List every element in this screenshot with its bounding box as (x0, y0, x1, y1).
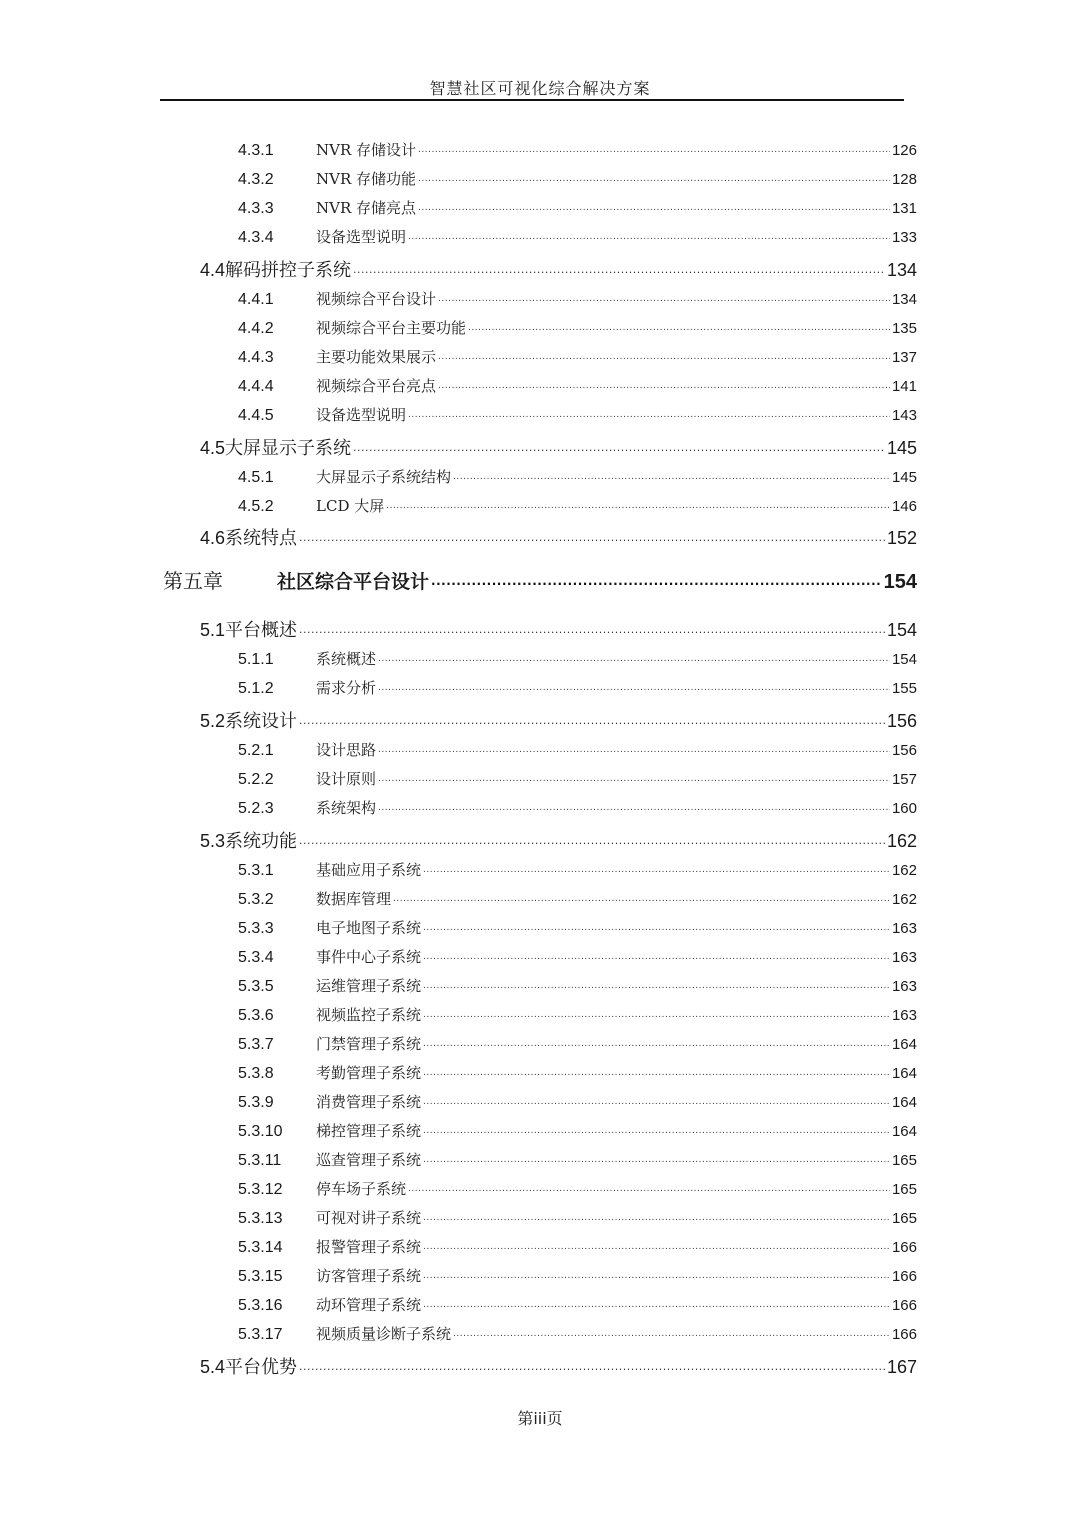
toc-dot-leader (418, 169, 890, 185)
toc-entry-page: 131 (891, 200, 917, 217)
toc-dot-leader (423, 1237, 890, 1253)
toc-entry-number: 5.3.11 (238, 1152, 282, 1169)
toc-entry[interactable] (200, 616, 917, 642)
toc-entry-title: 系统架构 (316, 799, 377, 817)
toc-entry[interactable] (238, 797, 917, 818)
toc-entry[interactable] (238, 677, 917, 698)
toc-entry[interactable] (238, 648, 917, 669)
toc-entry-title: 数据库管理 (316, 890, 392, 908)
toc-dot-leader (408, 1179, 890, 1195)
toc-dot-leader (438, 347, 890, 363)
toc-entry-title: 视频综合平台亮点 (316, 377, 437, 395)
toc-entry-title: 消费管理子系统 (316, 1093, 422, 1111)
toc-entry-page: 166 (891, 1239, 917, 1256)
toc-entry-number: 5.2.1 (238, 742, 274, 759)
toc-entry[interactable] (238, 859, 917, 880)
toc-entry-number: 4.5 (200, 438, 226, 458)
toc-dot-leader (378, 769, 890, 785)
toc-entry[interactable] (238, 139, 917, 160)
toc-entry[interactable] (238, 1033, 917, 1054)
toc-entry-title: NVR 存储功能 (316, 170, 417, 188)
toc-entry-number: 4.3.1 (238, 142, 274, 159)
toc-entry-title: 巡查管理子系统 (316, 1151, 422, 1169)
toc-entry-page: 164 (891, 1036, 917, 1053)
toc-dot-leader (423, 1295, 890, 1311)
toc-dot-leader (418, 140, 890, 156)
toc-entry-title: NVR 存储设计 (316, 141, 417, 159)
toc-entry-number: 4.4.5 (238, 407, 274, 424)
toc-entry-number: 5.3.12 (238, 1181, 283, 1198)
toc-entry-number: 5.1 (200, 620, 226, 640)
toc-entry-number: 4.4.1 (238, 291, 274, 308)
toc-entry-page: 165 (891, 1181, 917, 1198)
toc-entry-number: 5.2.3 (238, 800, 274, 817)
toc-entry-title: 报警管理子系统 (316, 1238, 422, 1256)
toc-entry-page: 164 (891, 1065, 917, 1082)
toc-entry-title: 大屏显示子系统结构 (316, 468, 452, 486)
toc-dot-leader (431, 568, 882, 588)
toc-entry-number: 5.3.8 (238, 1065, 274, 1082)
toc-entry[interactable] (238, 1120, 917, 1141)
toc-entry[interactable] (238, 466, 917, 487)
toc-entry-page: 133 (891, 229, 917, 246)
toc-dot-leader (453, 467, 890, 483)
toc-entry-page: 154 (886, 620, 917, 640)
toc-dot-leader (423, 1005, 890, 1021)
toc-entry-title: 平台优势 (225, 1357, 298, 1378)
toc-entry-page: 134 (891, 291, 917, 308)
toc-entry-title: 视频监控子系统 (316, 1006, 422, 1024)
toc-entry-number: 4.5.1 (238, 469, 274, 486)
toc-entry-page: 162 (891, 891, 917, 908)
toc-entry-title: 主要功能效果展示 (316, 348, 437, 366)
toc-dot-leader (378, 649, 890, 665)
toc-entry[interactable] (238, 288, 917, 309)
toc-dot-leader (353, 258, 885, 276)
toc-entry-page: 163 (891, 949, 917, 966)
toc-dot-leader (299, 1355, 885, 1373)
toc-dot-leader (468, 318, 890, 334)
toc-entry[interactable] (238, 226, 917, 247)
toc-entry-title: 访客管理子系统 (316, 1267, 422, 1285)
toc-entry-number: 5.1.2 (238, 680, 274, 697)
page-number-footer: 第iii页 (517, 1409, 563, 1428)
toc-entry-number: 5.2 (200, 711, 226, 731)
toc-dot-leader (423, 976, 890, 992)
toc-dot-leader (378, 740, 890, 756)
toc-entry-number: 5.2.2 (238, 771, 274, 788)
toc-dot-leader (299, 526, 885, 544)
toc-entry-page: 163 (891, 978, 917, 995)
toc-entry-number: 4.4.3 (238, 349, 274, 366)
toc-entry-number: 5.3.5 (238, 978, 274, 995)
toc-dot-leader (438, 289, 890, 305)
toc-entry[interactable] (200, 1353, 917, 1379)
toc-dot-leader (438, 376, 890, 392)
toc-entry-page: 166 (891, 1326, 917, 1343)
toc-dot-leader (299, 709, 885, 727)
toc-dot-leader (418, 198, 890, 214)
toc-entry-title: 系统功能 (225, 831, 298, 852)
toc-entry-title: 设备选型说明 (316, 406, 407, 424)
toc-entry-number: 5.4 (200, 1357, 226, 1377)
toc-entry[interactable] (238, 768, 917, 789)
toc-entry-title: LCD 大屏 (316, 497, 385, 515)
toc-entry-title: 设计原则 (316, 770, 377, 788)
toc-entry[interactable] (238, 375, 917, 396)
toc-entry-title: 可视对讲子系统 (316, 1209, 422, 1227)
toc-entry-page: 143 (891, 407, 917, 424)
toc-entry-page: 162 (891, 862, 917, 879)
toc-entry-number: 5.3.3 (238, 920, 274, 937)
toc-entry-number: 4.4 (200, 260, 226, 280)
toc-entry-title: 系统概述 (316, 650, 377, 668)
toc-entry-page: 157 (891, 771, 917, 788)
toc-entry[interactable] (238, 1004, 917, 1025)
toc-entry[interactable] (238, 168, 917, 189)
toc-entry-number: 5.3.16 (238, 1297, 283, 1314)
toc-entry[interactable] (238, 1149, 917, 1170)
toc-entry-number: 5.3.17 (238, 1326, 283, 1343)
toc-entry-number: 4.3.4 (238, 229, 274, 246)
toc-entry-title: 运维管理子系统 (316, 977, 422, 995)
toc-entry[interactable] (238, 1323, 917, 1344)
toc-entry-page: 134 (886, 260, 917, 280)
toc-entry-page: 156 (886, 711, 917, 731)
toc-entry[interactable] (238, 1062, 917, 1083)
toc-entry-page: 137 (891, 349, 917, 366)
toc-entry-number: 4.3.3 (238, 200, 274, 217)
toc-entry[interactable] (238, 317, 917, 338)
toc-dot-leader (423, 918, 890, 934)
toc-entry-title: 梯控管理子系统 (316, 1122, 422, 1140)
toc-entry-page: 167 (886, 1357, 917, 1377)
toc-dot-leader (408, 227, 890, 243)
toc-entry-title: 系统特点 (225, 528, 298, 549)
toc-entry-number: 4.6 (200, 528, 226, 548)
toc-entry-page: 160 (891, 800, 917, 817)
toc-entry[interactable] (238, 1207, 917, 1228)
toc-entry[interactable] (238, 1178, 917, 1199)
toc-dot-leader (423, 1208, 890, 1224)
toc-dot-leader (423, 947, 890, 963)
toc-dot-leader (378, 798, 890, 814)
toc-entry-page: 152 (886, 528, 917, 548)
toc-entry-number: 5.3.10 (238, 1123, 283, 1140)
toc-entry-number: 4.3.2 (238, 171, 274, 188)
toc-entry-title: 平台概述 (225, 620, 298, 641)
toc-entry-title: 设备选型说明 (316, 228, 407, 246)
toc-entry-number: 5.3.7 (238, 1036, 274, 1053)
toc-dot-leader (378, 678, 890, 694)
toc-entry[interactable] (200, 434, 917, 460)
toc-entry-number: 4.5.2 (238, 498, 274, 515)
toc-entry-page: 165 (891, 1152, 917, 1169)
toc-entry-page: 135 (891, 320, 917, 337)
toc-entry-page: 156 (891, 742, 917, 759)
toc-chapter-entry[interactable] (163, 565, 917, 594)
toc-entry-number: 第五章 (163, 569, 223, 593)
toc-entry-title: 考勤管理子系统 (316, 1064, 422, 1082)
toc-entry[interactable] (238, 888, 917, 909)
toc-entry-title: 视频综合平台设计 (316, 290, 437, 308)
toc-entry[interactable] (238, 197, 917, 218)
toc-entry-title: 系统设计 (225, 711, 298, 732)
toc-entry-page: 154 (883, 571, 917, 593)
toc-entry-number: 4.4.4 (238, 378, 274, 395)
toc-entry[interactable] (238, 346, 917, 367)
toc-dot-leader (408, 405, 890, 421)
toc-entry-page: 166 (891, 1268, 917, 1285)
toc-entry[interactable] (238, 1294, 917, 1315)
toc-entry-title: 社区综合平台设计 (277, 571, 430, 593)
toc-entry[interactable] (200, 707, 917, 733)
toc-dot-leader (423, 1092, 890, 1108)
toc-entry-page: 155 (891, 680, 917, 697)
toc-dot-leader (299, 618, 885, 636)
toc-dot-leader (453, 1324, 890, 1340)
toc-entry-number: 5.3.13 (238, 1210, 283, 1227)
toc-entry-title: 停车场子系统 (316, 1180, 407, 1198)
toc-dot-leader (423, 860, 890, 876)
toc-entry[interactable] (238, 1091, 917, 1112)
toc-entry-number: 5.3 (200, 831, 226, 851)
toc-entry-number: 5.3.15 (238, 1268, 283, 1285)
toc-entry-page: 126 (891, 142, 917, 159)
toc-entry[interactable] (200, 524, 917, 550)
toc-entry-page: 146 (891, 498, 917, 515)
toc-entry[interactable] (200, 827, 917, 853)
toc-entry[interactable] (238, 739, 917, 760)
toc-entry-page: 154 (891, 651, 917, 668)
toc-entry[interactable] (200, 256, 917, 282)
toc-entry-page: 165 (891, 1210, 917, 1227)
toc-entry[interactable] (238, 917, 917, 938)
toc-entry-number: 4.4.2 (238, 320, 274, 337)
toc-entry[interactable] (238, 1265, 917, 1286)
toc-entry-number: 5.3.6 (238, 1007, 274, 1024)
toc-entry-page: 164 (891, 1123, 917, 1140)
toc-entry-number: 5.3.4 (238, 949, 274, 966)
toc-entry-title: 动环管理子系统 (316, 1296, 422, 1314)
toc-entry-title: 基础应用子系统 (316, 861, 422, 879)
toc-entry-title: 门禁管理子系统 (316, 1035, 422, 1053)
toc-entry-page: 141 (891, 378, 917, 395)
toc-entry-title: 电子地图子系统 (316, 919, 422, 937)
toc-entry-page: 164 (891, 1094, 917, 1111)
toc-dot-leader (423, 1034, 890, 1050)
toc-dot-leader (299, 829, 885, 847)
toc-entry[interactable] (238, 1236, 917, 1257)
toc-entry-page: 163 (891, 1007, 917, 1024)
toc-entry-title: 事件中心子系统 (316, 948, 422, 966)
toc-entry-number: 5.1.1 (238, 651, 274, 668)
toc-entry-title: 解码拼控子系统 (225, 260, 352, 281)
toc-dot-leader (386, 496, 890, 512)
toc-entry-page: 163 (891, 920, 917, 937)
toc-entry-page: 166 (891, 1297, 917, 1314)
toc-entry-number: 5.3.2 (238, 891, 274, 908)
toc-dot-leader (423, 1266, 890, 1282)
toc-dot-leader (423, 1150, 890, 1166)
toc-entry-page: 145 (891, 469, 917, 486)
toc-dot-leader (423, 1121, 890, 1137)
toc-entry-title: 需求分析 (316, 679, 377, 697)
toc-entry[interactable] (238, 975, 917, 996)
toc-dot-leader (353, 436, 885, 454)
toc-entry-title: 大屏显示子系统 (225, 438, 352, 459)
toc-entry-title: 视频综合平台主要功能 (316, 319, 467, 337)
toc-entry-page: 128 (891, 171, 917, 188)
toc-entry-title: 视频质量诊断子系统 (316, 1325, 452, 1343)
toc-entry-title: 设计思路 (316, 741, 377, 759)
toc-entry-title: NVR 存储亮点 (316, 199, 417, 217)
toc-entry-number: 5.3.14 (238, 1239, 283, 1256)
toc-entry-number: 5.3.9 (238, 1094, 274, 1111)
toc-entry-page: 145 (886, 438, 917, 458)
toc-dot-leader (423, 1063, 890, 1079)
toc-entry[interactable] (238, 495, 917, 516)
page-header-title: 智慧社区可视化综合解决方案 (429, 79, 651, 98)
toc-entry-page: 162 (886, 831, 917, 851)
toc-entry[interactable] (238, 404, 917, 425)
toc-dot-leader (393, 889, 890, 905)
toc-entry[interactable] (238, 946, 917, 967)
toc-entry-number: 5.3.1 (238, 862, 274, 879)
